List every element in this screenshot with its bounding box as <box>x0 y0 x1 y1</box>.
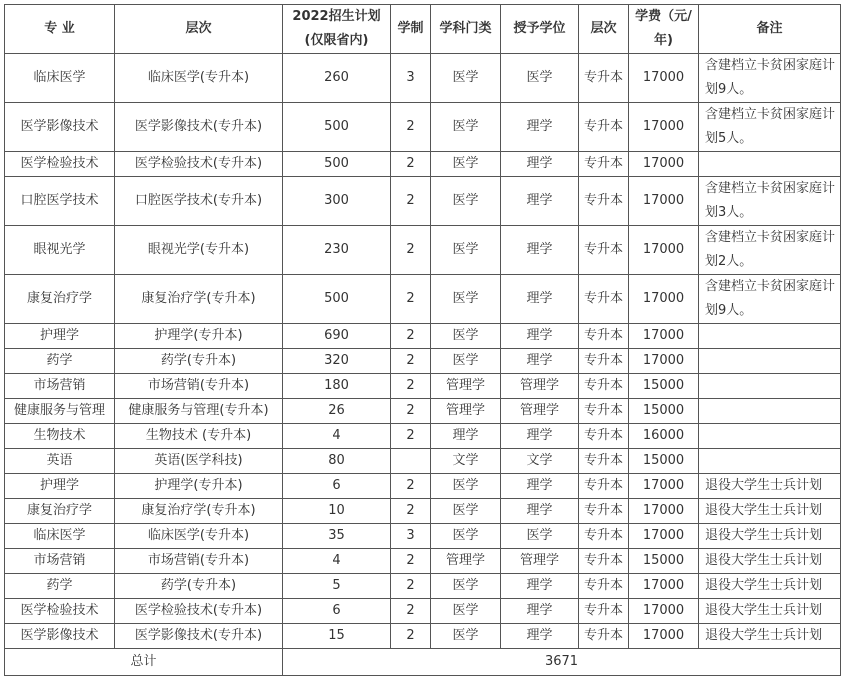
cell-plan: 320 <box>283 349 391 374</box>
table-row <box>5 424 841 449</box>
cell-discipline: 文学 <box>431 449 501 474</box>
table-header-row <box>5 5 841 54</box>
table-row <box>5 226 841 275</box>
header-fee-line2: 年) <box>654 33 673 48</box>
cell-discipline: 医学 <box>431 574 501 599</box>
cell-degree: 理学 <box>501 152 579 177</box>
cell-years: 2 <box>391 226 431 275</box>
header-plan <box>283 5 391 54</box>
cell-level: 口腔医学技术(专升本) <box>115 177 283 226</box>
header-level2: 层次 <box>579 5 629 54</box>
cell-years: 2 <box>391 574 431 599</box>
cell-note: 退役大学生士兵计划 <box>699 574 841 599</box>
cell-level: 康复治疗学(专升本) <box>115 499 283 524</box>
cell-fee: 17000 <box>629 349 699 374</box>
cell-fee: 17000 <box>629 226 699 275</box>
cell-major: 康复治疗学 <box>5 275 115 324</box>
cell-fee: 17000 <box>629 624 699 649</box>
cell-level: 护理学(专升本) <box>115 324 283 349</box>
cell-discipline: 医学 <box>431 624 501 649</box>
cell-note: 退役大学生士兵计划 <box>699 524 841 549</box>
cell-major: 药学 <box>5 574 115 599</box>
cell-discipline: 管理学 <box>431 399 501 424</box>
cell-level2: 专升本 <box>579 324 629 349</box>
cell-plan: 5 <box>283 574 391 599</box>
cell-note <box>699 424 841 449</box>
cell-note <box>699 324 841 349</box>
cell-plan: 6 <box>283 599 391 624</box>
cell-fee: 17000 <box>629 152 699 177</box>
enrollment-plan-table <box>4 4 841 676</box>
header-discipline: 学科门类 <box>431 5 501 54</box>
cell-level: 临床医学(专升本) <box>115 54 283 103</box>
cell-discipline: 医学 <box>431 324 501 349</box>
table-row <box>5 374 841 399</box>
cell-note: 含建档立卡贫困家庭计划5人。 <box>699 103 841 152</box>
cell-level2: 专升本 <box>579 474 629 499</box>
cell-level2: 专升本 <box>579 374 629 399</box>
header-fee <box>629 5 699 54</box>
cell-years: 2 <box>391 424 431 449</box>
table-row <box>5 177 841 226</box>
cell-level2: 专升本 <box>579 275 629 324</box>
cell-level2: 专升本 <box>579 399 629 424</box>
cell-fee: 15000 <box>629 374 699 399</box>
cell-major: 口腔医学技术 <box>5 177 115 226</box>
cell-plan: 690 <box>283 324 391 349</box>
cell-level: 药学(专升本) <box>115 574 283 599</box>
total-row <box>5 649 841 676</box>
cell-discipline: 医学 <box>431 177 501 226</box>
cell-fee: 17000 <box>629 177 699 226</box>
cell-plan: 35 <box>283 524 391 549</box>
cell-level2: 专升本 <box>579 103 629 152</box>
cell-years: 2 <box>391 324 431 349</box>
cell-years: 2 <box>391 599 431 624</box>
cell-major: 护理学 <box>5 324 115 349</box>
cell-major: 医学影像技术 <box>5 103 115 152</box>
cell-years: 3 <box>391 54 431 103</box>
cell-years: 2 <box>391 349 431 374</box>
cell-degree: 理学 <box>501 226 579 275</box>
cell-fee: 17000 <box>629 574 699 599</box>
cell-fee: 17000 <box>629 275 699 324</box>
header-major: 专 业 <box>5 5 115 54</box>
cell-level2: 专升本 <box>579 499 629 524</box>
cell-note <box>699 399 841 424</box>
header-degree: 授予学位 <box>501 5 579 54</box>
table-row <box>5 349 841 374</box>
cell-degree: 文学 <box>501 449 579 474</box>
cell-level: 医学影像技术(专升本) <box>115 624 283 649</box>
header-level: 层次 <box>115 5 283 54</box>
total-label: 总计 <box>5 649 283 676</box>
cell-degree: 理学 <box>501 624 579 649</box>
cell-major: 眼视光学 <box>5 226 115 275</box>
table-row <box>5 524 841 549</box>
cell-fee: 15000 <box>629 399 699 424</box>
cell-level: 医学影像技术(专升本) <box>115 103 283 152</box>
cell-note <box>699 449 841 474</box>
cell-degree: 理学 <box>501 324 579 349</box>
cell-major: 医学检验技术 <box>5 599 115 624</box>
cell-plan: 230 <box>283 226 391 275</box>
cell-level: 药学(专升本) <box>115 349 283 374</box>
cell-discipline: 医学 <box>431 152 501 177</box>
cell-plan: 4 <box>283 549 391 574</box>
cell-degree: 理学 <box>501 574 579 599</box>
cell-note: 退役大学生士兵计划 <box>699 474 841 499</box>
cell-years <box>391 449 431 474</box>
cell-level2: 专升本 <box>579 524 629 549</box>
cell-level: 市场营销(专升本) <box>115 374 283 399</box>
cell-plan: 260 <box>283 54 391 103</box>
cell-level: 医学检验技术(专升本) <box>115 599 283 624</box>
cell-note <box>699 374 841 399</box>
cell-degree: 理学 <box>501 474 579 499</box>
cell-major: 英语 <box>5 449 115 474</box>
cell-note: 退役大学生士兵计划 <box>699 499 841 524</box>
cell-note: 退役大学生士兵计划 <box>699 624 841 649</box>
table-row <box>5 54 841 103</box>
cell-discipline: 管理学 <box>431 374 501 399</box>
cell-discipline: 医学 <box>431 275 501 324</box>
cell-fee: 15000 <box>629 449 699 474</box>
cell-fee: 16000 <box>629 424 699 449</box>
cell-discipline: 管理学 <box>431 549 501 574</box>
table-row <box>5 499 841 524</box>
cell-level2: 专升本 <box>579 424 629 449</box>
cell-degree: 理学 <box>501 275 579 324</box>
table-row <box>5 549 841 574</box>
cell-major: 康复治疗学 <box>5 499 115 524</box>
cell-plan: 180 <box>283 374 391 399</box>
cell-degree: 医学 <box>501 54 579 103</box>
cell-degree: 理学 <box>501 424 579 449</box>
cell-major: 护理学 <box>5 474 115 499</box>
cell-degree: 理学 <box>501 103 579 152</box>
cell-fee: 17000 <box>629 524 699 549</box>
cell-years: 2 <box>391 499 431 524</box>
cell-plan: 500 <box>283 275 391 324</box>
cell-level2: 专升本 <box>579 177 629 226</box>
cell-level: 市场营销(专升本) <box>115 549 283 574</box>
cell-level2: 专升本 <box>579 226 629 275</box>
cell-degree: 理学 <box>501 599 579 624</box>
cell-level: 护理学(专升本) <box>115 474 283 499</box>
cell-major: 市场营销 <box>5 549 115 574</box>
cell-degree: 理学 <box>501 177 579 226</box>
header-years: 学制 <box>391 5 431 54</box>
cell-years: 2 <box>391 549 431 574</box>
cell-plan: 500 <box>283 103 391 152</box>
cell-fee: 17000 <box>629 499 699 524</box>
cell-discipline: 医学 <box>431 54 501 103</box>
cell-discipline: 医学 <box>431 103 501 152</box>
cell-plan: 80 <box>283 449 391 474</box>
cell-note <box>699 349 841 374</box>
header-fee-line1: 学费（元/ <box>635 9 692 24</box>
cell-level2: 专升本 <box>579 152 629 177</box>
cell-level: 康复治疗学(专升本) <box>115 275 283 324</box>
header-plan-line1: 2022招生计划 <box>292 9 381 24</box>
cell-discipline: 医学 <box>431 226 501 275</box>
cell-note: 含建档立卡贫困家庭计划3人。 <box>699 177 841 226</box>
total-value: 3671 <box>283 649 841 676</box>
cell-fee: 15000 <box>629 549 699 574</box>
cell-level2: 专升本 <box>579 349 629 374</box>
cell-note: 退役大学生士兵计划 <box>699 599 841 624</box>
cell-years: 2 <box>391 399 431 424</box>
table-row <box>5 275 841 324</box>
cell-discipline: 医学 <box>431 499 501 524</box>
cell-years: 2 <box>391 474 431 499</box>
cell-note: 含建档立卡贫困家庭计划9人。 <box>699 275 841 324</box>
cell-level2: 专升本 <box>579 449 629 474</box>
cell-note: 含建档立卡贫困家庭计划9人。 <box>699 54 841 103</box>
cell-level: 眼视光学(专升本) <box>115 226 283 275</box>
cell-years: 2 <box>391 152 431 177</box>
table-row <box>5 399 841 424</box>
cell-level2: 专升本 <box>579 549 629 574</box>
cell-discipline: 医学 <box>431 524 501 549</box>
table-row <box>5 152 841 177</box>
cell-plan: 10 <box>283 499 391 524</box>
table-row <box>5 624 841 649</box>
cell-years: 3 <box>391 524 431 549</box>
cell-level2: 专升本 <box>579 54 629 103</box>
table-row <box>5 449 841 474</box>
cell-major: 健康服务与管理 <box>5 399 115 424</box>
cell-level: 英语(医学科技) <box>115 449 283 474</box>
cell-fee: 17000 <box>629 103 699 152</box>
table-row <box>5 474 841 499</box>
cell-degree: 管理学 <box>501 399 579 424</box>
cell-note <box>699 152 841 177</box>
cell-plan: 15 <box>283 624 391 649</box>
table-body <box>5 54 841 649</box>
cell-plan: 500 <box>283 152 391 177</box>
table-row <box>5 324 841 349</box>
cell-plan: 6 <box>283 474 391 499</box>
cell-level: 临床医学(专升本) <box>115 524 283 549</box>
cell-level2: 专升本 <box>579 574 629 599</box>
cell-level: 医学检验技术(专升本) <box>115 152 283 177</box>
header-note: 备注 <box>699 5 841 54</box>
cell-plan: 26 <box>283 399 391 424</box>
cell-degree: 管理学 <box>501 549 579 574</box>
cell-degree: 管理学 <box>501 374 579 399</box>
cell-fee: 17000 <box>629 54 699 103</box>
cell-plan: 300 <box>283 177 391 226</box>
cell-years: 2 <box>391 624 431 649</box>
cell-major: 临床医学 <box>5 524 115 549</box>
cell-major: 市场营销 <box>5 374 115 399</box>
cell-degree: 理学 <box>501 349 579 374</box>
cell-discipline: 医学 <box>431 349 501 374</box>
cell-degree: 医学 <box>501 524 579 549</box>
cell-level: 生物技术 (专升本) <box>115 424 283 449</box>
cell-major: 医学影像技术 <box>5 624 115 649</box>
cell-years: 2 <box>391 374 431 399</box>
cell-major: 药学 <box>5 349 115 374</box>
cell-level2: 专升本 <box>579 624 629 649</box>
cell-fee: 17000 <box>629 474 699 499</box>
cell-degree: 理学 <box>501 499 579 524</box>
table-row <box>5 599 841 624</box>
cell-plan: 4 <box>283 424 391 449</box>
header-plan-line2: (仅限省内) <box>304 33 369 48</box>
cell-discipline: 医学 <box>431 599 501 624</box>
cell-discipline: 理学 <box>431 424 501 449</box>
table-row <box>5 103 841 152</box>
cell-years: 2 <box>391 275 431 324</box>
cell-years: 2 <box>391 103 431 152</box>
cell-note: 含建档立卡贫困家庭计划2人。 <box>699 226 841 275</box>
cell-level2: 专升本 <box>579 599 629 624</box>
cell-major: 临床医学 <box>5 54 115 103</box>
cell-note: 退役大学生士兵计划 <box>699 549 841 574</box>
cell-fee: 17000 <box>629 599 699 624</box>
cell-major: 医学检验技术 <box>5 152 115 177</box>
cell-major: 生物技术 <box>5 424 115 449</box>
cell-discipline: 医学 <box>431 474 501 499</box>
cell-years: 2 <box>391 177 431 226</box>
table-row <box>5 574 841 599</box>
cell-level: 健康服务与管理(专升本) <box>115 399 283 424</box>
cell-fee: 17000 <box>629 324 699 349</box>
